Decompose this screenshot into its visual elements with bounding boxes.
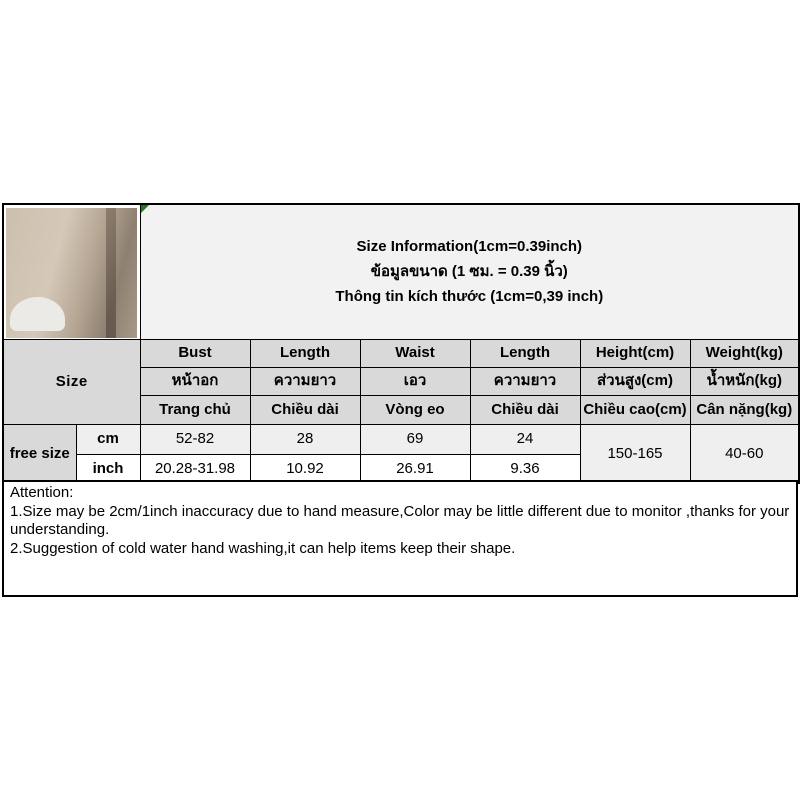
value-weight-range: 40-60 <box>690 424 799 483</box>
col-header-waist-th: เอว <box>360 367 470 395</box>
col-header-height-vi: Chiều cao(cm) <box>580 395 690 424</box>
green-corner-marker-icon <box>141 205 149 213</box>
col-header-height-en: Height(cm) <box>580 339 690 367</box>
unit-label-cm: cm <box>76 424 140 454</box>
col-header-length1-th: ความยาว <box>250 367 360 395</box>
value-waist-inch: 26.91 <box>360 454 470 483</box>
product-photo-cell <box>3 204 140 339</box>
col-header-weight-th: น้ำหนัก(kg) <box>690 367 799 395</box>
col-header-bust-en: Bust <box>140 339 250 367</box>
value-length1-inch: 10.92 <box>250 454 360 483</box>
col-header-weight-vi: Cân nặng(kg) <box>690 395 799 424</box>
size-table <box>2 203 800 484</box>
title-cell <box>140 204 799 339</box>
attention-note-2: 2.Suggestion of cold water hand washing,it can help items keep their shape. <box>10 539 516 557</box>
product-photo <box>6 208 137 338</box>
attention-heading: Attention: <box>10 484 74 501</box>
col-header-length2-vi: Chiều dài <box>470 395 580 424</box>
attention-note-1: 1.Size may be 2cm/1inch inaccuracy due to hand measure,Color may be little different due to monitor ,thanks for your understanding. <box>10 502 790 538</box>
title-vietnamese: Thông tin kích thước (1cm=0,39 inch) <box>335 288 604 306</box>
title-english: Size Information(1cm=0.39inch) <box>356 238 583 256</box>
size-corner-label: Size <box>3 339 140 424</box>
col-header-waist-vi: Vòng eo <box>360 395 470 424</box>
title-thai: ข้อมูลขนาด (1 ซม. = 0.39 นิ้ว) <box>370 263 568 281</box>
attention-notes <box>2 480 798 597</box>
unit-label-inch: inch <box>76 454 140 483</box>
value-height-range: 150-165 <box>580 424 690 483</box>
col-header-bust-th: หน้าอก <box>140 367 250 395</box>
col-header-length2-th: ความยาว <box>470 367 580 395</box>
col-header-length1-vi: Chiều dài <box>250 395 360 424</box>
col-header-length2-en: Length <box>470 339 580 367</box>
col-header-waist-en: Waist <box>360 339 470 367</box>
value-bust-inch: 20.28-31.98 <box>140 454 250 483</box>
row-label-free-size: free size <box>3 424 76 483</box>
value-length2-inch: 9.36 <box>470 454 580 483</box>
col-header-length1-en: Length <box>250 339 360 367</box>
value-length2-cm: 24 <box>470 424 580 454</box>
value-length1-cm: 28 <box>250 424 360 454</box>
col-header-weight-en: Weight(kg) <box>690 339 799 367</box>
col-header-height-th: ส่วนสูง(cm) <box>580 367 690 395</box>
value-waist-cm: 69 <box>360 424 470 454</box>
col-header-bust-vi: Trang chủ <box>140 395 250 424</box>
value-bust-cm: 52-82 <box>140 424 250 454</box>
